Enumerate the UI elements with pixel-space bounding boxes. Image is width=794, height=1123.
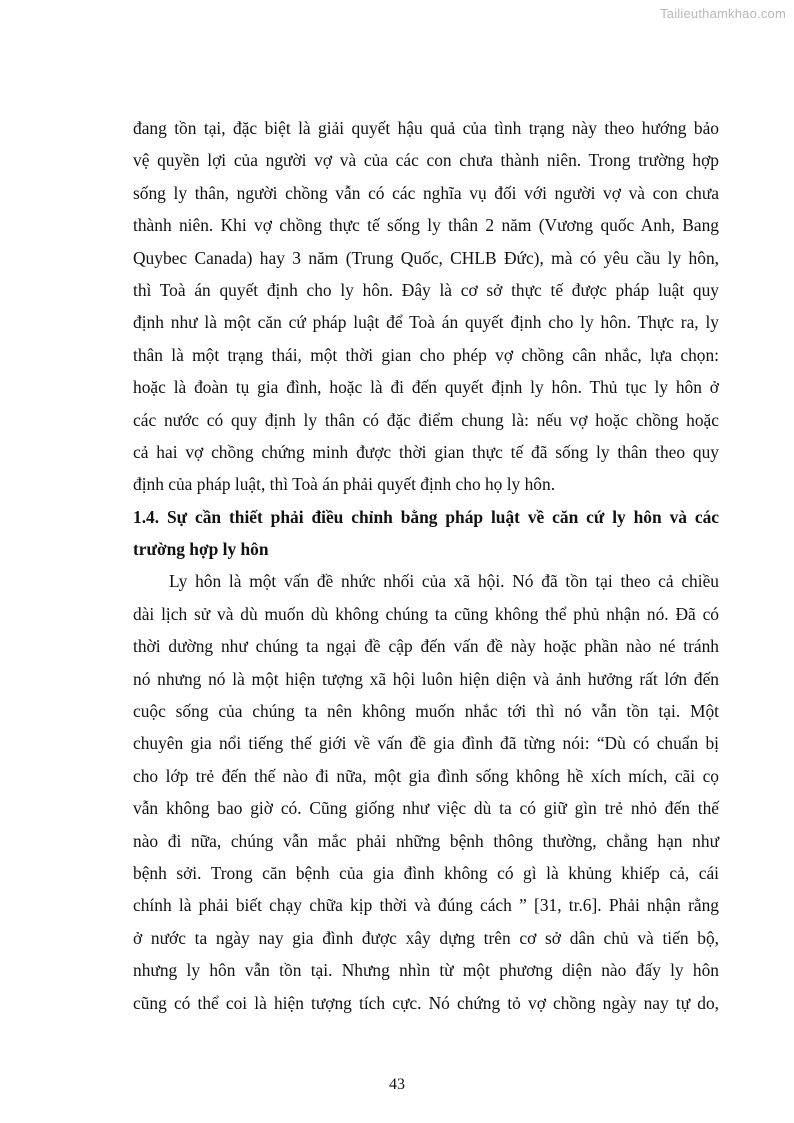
text-line: cuộc sống của chúng ta nên không muốn nhắc tới thì nó vẫn tồn tại. Một <box>133 701 719 722</box>
text-line: cũng có thể coi là hiện tượng tích cực. Nó chứng tỏ vợ chồng ngày nay tự do, <box>133 992 719 1013</box>
text-line: đang tồn tại, đặc biệt là giải quyết hậu quả của tình trạng này theo hướng bảo <box>133 118 719 138</box>
text-line: nó nhưng nó là một hiện tượng xã hội luôn hiện diện và ảnh hưởng rất lớn đến <box>133 668 719 689</box>
text-line: ở nước ta ngày nay gia đình được xây dựng trên cơ sở dân chủ và tiến bộ, <box>133 927 719 948</box>
text-line: nhưng ly hôn vẫn tồn tại. Nhưng nhìn từ một phương diện nào đấy ly hôn <box>133 960 719 981</box>
text-line: các nước có quy định ly thân có đặc điểm chung là: nếu vợ hoặc chồng hoặc <box>133 409 719 430</box>
text-line: hoặc là đoàn tụ gia đình, hoặc là đi đến quyết định ly hôn. Thủ tục ly hôn ở <box>133 377 719 398</box>
paragraph-separation <box>133 112 719 501</box>
section-heading <box>133 501 719 566</box>
text-line: định của pháp luật, thì Toà án phải quyết định cho họ ly hôn. <box>133 474 556 495</box>
paragraph-divorce <box>133 565 719 1018</box>
text-line: thời dường như chúng ta ngại đề cập đến vấn đề này hoặc phần nào né tránh <box>133 636 719 657</box>
text-line: dài lịch sử và dù muốn dù không chúng ta cũng không thể phủ nhận nó. Đã có <box>133 603 719 624</box>
text-line: bệnh sởi. Trong căn bệnh của gia đình không có gì là khủng khiếp cả, cái <box>133 862 719 883</box>
text-line: thân là một trạng thái, một thời gian cho phép vợ chồng cân nhắc, lựa chọn: <box>133 344 719 365</box>
text-line: Ly hôn là một vấn đề nhức nhối của xã hội. Nó đã tồn tại theo cả chiều <box>169 571 719 592</box>
text-line: thành niên. Khi vợ chồng thực tế sống ly thân 2 năm (Vương quốc Anh, Bang <box>133 215 719 236</box>
text-line: cả hai vợ chồng chứng minh được thời gian thực tế đã sống ly thân theo quy <box>133 441 719 462</box>
text-line: nào đi nữa, chúng vẫn mắc phải những bệnh thông thường, chẳng hạn như <box>133 830 719 851</box>
page-body <box>133 112 719 1019</box>
text-line: chính là phải biết chạy chữa kịp thời và đúng cách ” [31, tr.6]. Phải nhận rằng <box>133 895 719 916</box>
watermark-text: Tailieuthamkhao.com <box>660 6 786 21</box>
text-line: chuyên gia nổi tiếng thế giới về vấn đề gia đình đã từng nói: “Dù có chuẩn bị <box>133 733 719 754</box>
text-line: vẫn không bao giờ có. Cũng giống như việc dù ta có giữ gìn trẻ nhỏ đến thế <box>133 798 719 819</box>
text-line: vệ quyền lợi của người vợ và của các con chưa thành niên. Trong trường hợp <box>133 150 719 171</box>
text-line: cho lớp trẻ đến thế nào đi nữa, một gia đình sống không hề xích mích, cãi cọ <box>133 765 719 786</box>
heading-line: 1.4. Sự cần thiết phải điều chỉnh bằng pháp luật về căn cứ ly hôn và các <box>133 506 719 527</box>
text-line: định như là một căn cứ pháp luật để Toà án quyết định cho ly hôn. Thực ra, ly <box>133 312 719 333</box>
text-line: sống ly thân, người chồng vẫn có các nghĩa vụ đối với người vợ và con chưa <box>133 182 719 203</box>
text-line: Quybec Canada) hay 3 năm (Trung Quốc, CHLB Đức), mà có yêu cầu ly hôn, <box>133 247 719 268</box>
page-number: 43 <box>389 1076 405 1093</box>
text-line: thì Toà án quyết định cho ly hôn. Đây là cơ sở thực tế được pháp luật quy <box>133 279 719 300</box>
heading-line: trường hợp ly hôn <box>133 539 269 560</box>
